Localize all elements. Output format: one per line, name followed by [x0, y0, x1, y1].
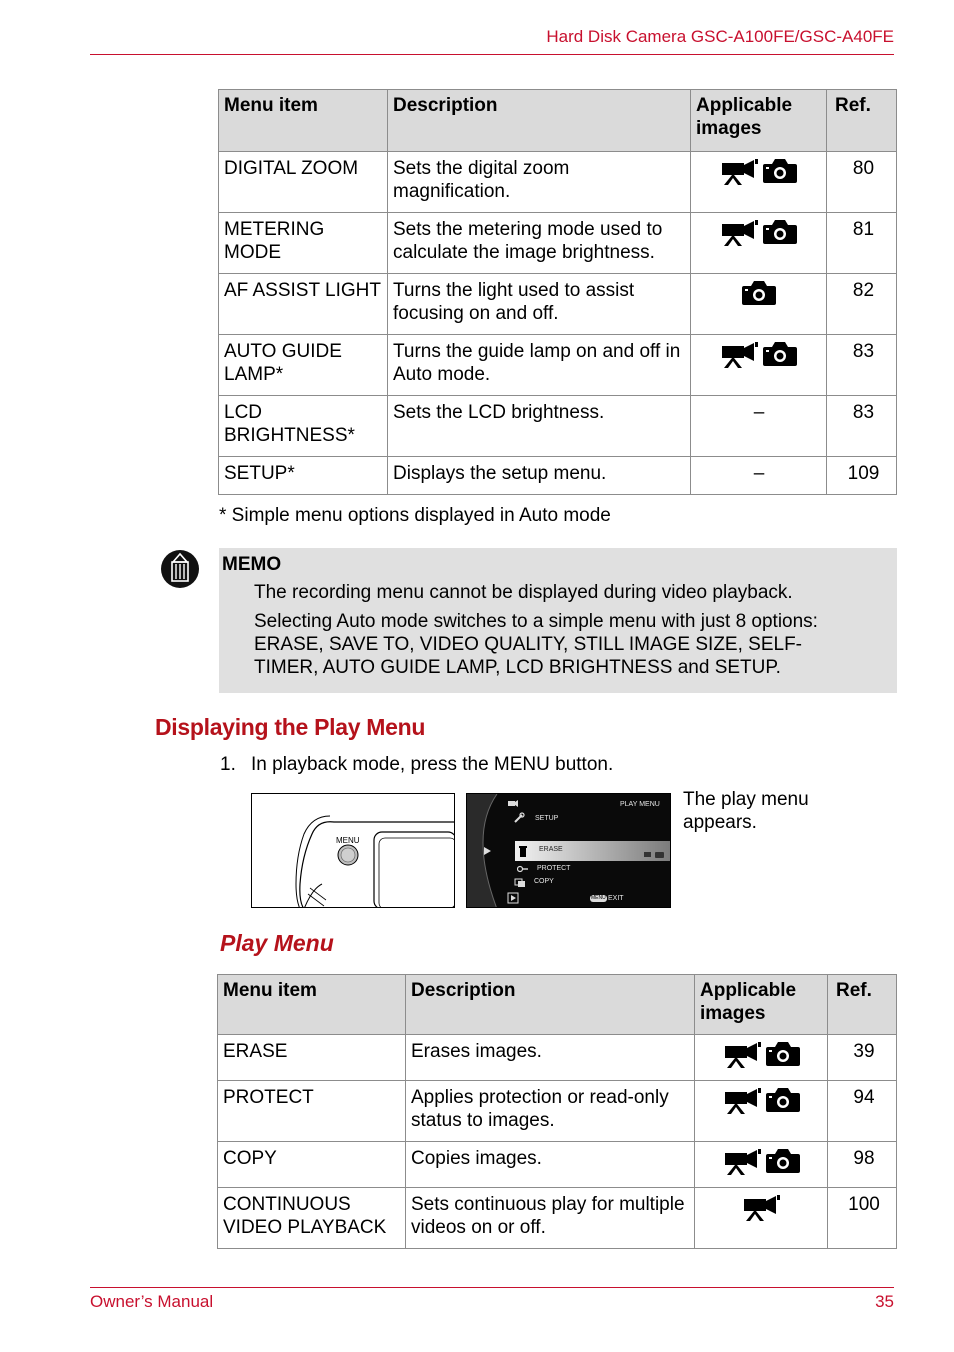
- table-header-row: [218, 975, 897, 1035]
- menu-item-cell: DIGITAL ZOOM: [219, 152, 388, 213]
- footer-rule: [90, 1287, 894, 1288]
- play-menu-table: [217, 974, 897, 1249]
- ref-cell: 83: [827, 396, 897, 457]
- table-row: [218, 1035, 897, 1081]
- figure-caption: The play menu appears.: [683, 789, 809, 833]
- description-cell: Erases images.: [406, 1035, 695, 1081]
- screen-background: [467, 794, 671, 908]
- video-camera-icon: [724, 1042, 762, 1068]
- column-header: Ref.: [827, 90, 897, 152]
- screen-title: PLAY MENU: [620, 801, 660, 808]
- play-menu-screen: [466, 793, 671, 908]
- table-row: [219, 335, 897, 396]
- table-header-row: [219, 90, 897, 152]
- recording-menu-table: [218, 89, 897, 495]
- applicable-images-cell: [691, 274, 827, 335]
- video-camera-icon: [721, 159, 759, 185]
- applicable-images-cell: [691, 152, 827, 213]
- step-number: 1.: [220, 754, 236, 775]
- menu-item-cell: PROTECT: [218, 1081, 406, 1142]
- applicable-images-cell: [691, 213, 827, 274]
- menu-item-cell: SETUP*: [219, 457, 388, 495]
- ref-cell: 109: [827, 457, 897, 495]
- section-heading: Displaying the Play Menu: [155, 714, 426, 740]
- menu-button-badge: MENU: [591, 895, 606, 901]
- step-item: [220, 754, 613, 776]
- memo-paragraph: The recording menu cannot be displayed during video playback.: [254, 582, 793, 603]
- table-row: [219, 152, 897, 213]
- memo-paragraph: Selecting Auto mode switches to a simple menu with just 8 options: ERASE, SAVE TO, VIDEO QUALITY, STILL IMAGE SIZE, SELF-TIMER, AUTO GUIDE LAMP, LCD BRIGHTNESS and SETUP.: [254, 611, 818, 678]
- menu-item-cell: METERING MODE: [219, 213, 388, 274]
- footer-title: Owner’s Manual: [90, 1292, 214, 1311]
- page-number: 35: [875, 1292, 894, 1311]
- table-row: [219, 274, 897, 335]
- menu-item-cell: COPY: [218, 1142, 406, 1188]
- menu-item-cell: LCD BRIGHTNESS*: [219, 396, 388, 457]
- video-camera-icon: [721, 342, 759, 368]
- table-row: [219, 396, 897, 457]
- playback-mode-icon: [507, 892, 519, 904]
- still-camera-icon: [763, 220, 797, 244]
- still-camera-icon: [766, 1149, 800, 1173]
- description-cell: Sets the metering mode used to calculate the image brightness.: [388, 213, 691, 274]
- applicable-images-cell: –: [691, 396, 827, 457]
- table-row: [219, 213, 897, 274]
- header-rule: [90, 54, 894, 55]
- still-camera-icon: [766, 1088, 800, 1112]
- table-row: [218, 1142, 897, 1188]
- step-text: In playback mode, press the MENU button.: [251, 754, 614, 775]
- ref-cell: 81: [827, 213, 897, 274]
- menu-item-cell: CONTINUOUS VIDEO PLAYBACK: [218, 1188, 406, 1249]
- column-header: Ref.: [828, 975, 897, 1035]
- ref-cell: 98: [828, 1142, 897, 1188]
- menu-button-label: MENU: [336, 836, 360, 845]
- ref-cell: 94: [828, 1081, 897, 1142]
- menu-item-cell: AUTO GUIDE LAMP*: [219, 335, 388, 396]
- applicable-images-cell: [695, 1081, 828, 1142]
- column-header: Menu item: [219, 90, 388, 152]
- description-cell: Copies images.: [406, 1142, 695, 1188]
- wrench-icon: [513, 812, 525, 824]
- column-header: Description: [406, 975, 695, 1035]
- exit-label: EXIT: [608, 895, 624, 902]
- memo-box: [219, 548, 897, 693]
- description-cell: Sets the digital zoom magnification.: [388, 152, 691, 213]
- menu-item-cell: ERASE: [218, 1035, 406, 1081]
- column-header: Description: [388, 90, 691, 152]
- screen-menu-item: PROTECT: [537, 865, 571, 872]
- applicable-images-cell: –: [691, 457, 827, 495]
- menu-item-cell: AF ASSIST LIGHT: [219, 274, 388, 335]
- ref-cell: 82: [827, 274, 897, 335]
- ref-cell: 100: [828, 1188, 897, 1249]
- description-cell: Sets continuous play for multiple videos on or off.: [406, 1188, 695, 1249]
- screen-menu-item: SETUP: [535, 815, 559, 822]
- column-header: Applicable images: [695, 975, 828, 1035]
- applicable-images-icons: [643, 850, 665, 859]
- column-header: Applicable images: [691, 90, 827, 152]
- ref-cell: 80: [827, 152, 897, 213]
- description-cell: Turns the guide lamp on and off in Auto mode.: [388, 335, 691, 396]
- description-cell: Sets the LCD brightness.: [388, 396, 691, 457]
- trash-icon: [518, 844, 528, 858]
- memo-title: MEMO: [222, 554, 282, 575]
- video-camera-icon: [721, 220, 759, 246]
- key-icon: [517, 865, 529, 873]
- still-camera-icon: [763, 342, 797, 366]
- camera-illustration: [251, 793, 455, 908]
- sub-heading: Play Menu: [220, 930, 334, 956]
- applicable-images-cell: [691, 335, 827, 396]
- applicable-images-cell: [695, 1188, 828, 1249]
- description-cell: Displays the setup menu.: [388, 457, 691, 495]
- still-camera-icon: [742, 281, 776, 305]
- camera-body-drawing: [252, 794, 455, 908]
- column-header: Menu item: [218, 975, 406, 1035]
- memo-icon: [160, 549, 200, 589]
- ref-cell: 83: [827, 335, 897, 396]
- table-row: [218, 1081, 897, 1142]
- video-camera-icon: [724, 1088, 762, 1114]
- video-camera-icon: [724, 1149, 762, 1175]
- applicable-images-cell: [695, 1142, 828, 1188]
- screen-menu-item-selected: ERASE: [539, 846, 563, 853]
- running-header: Hard Disk Camera GSC-A100FE/GSC-A40FE: [546, 27, 894, 46]
- screen-menu-item: COPY: [534, 878, 554, 885]
- table-footnote: * Simple menu options displayed in Auto mode: [219, 505, 611, 526]
- table-row: [218, 1188, 897, 1249]
- description-cell: Applies protection or read-only status to images.: [406, 1081, 695, 1142]
- description-cell: Turns the light used to assist focusing on and off.: [388, 274, 691, 335]
- applicable-images-cell: [695, 1035, 828, 1081]
- still-camera-icon: [763, 159, 797, 183]
- still-camera-icon: [766, 1042, 800, 1066]
- video-camera-icon: [743, 1195, 781, 1221]
- table-row: [219, 457, 897, 495]
- video-mode-icon: [507, 798, 519, 810]
- copy-icon: [514, 878, 526, 888]
- ref-cell: 39: [828, 1035, 897, 1081]
